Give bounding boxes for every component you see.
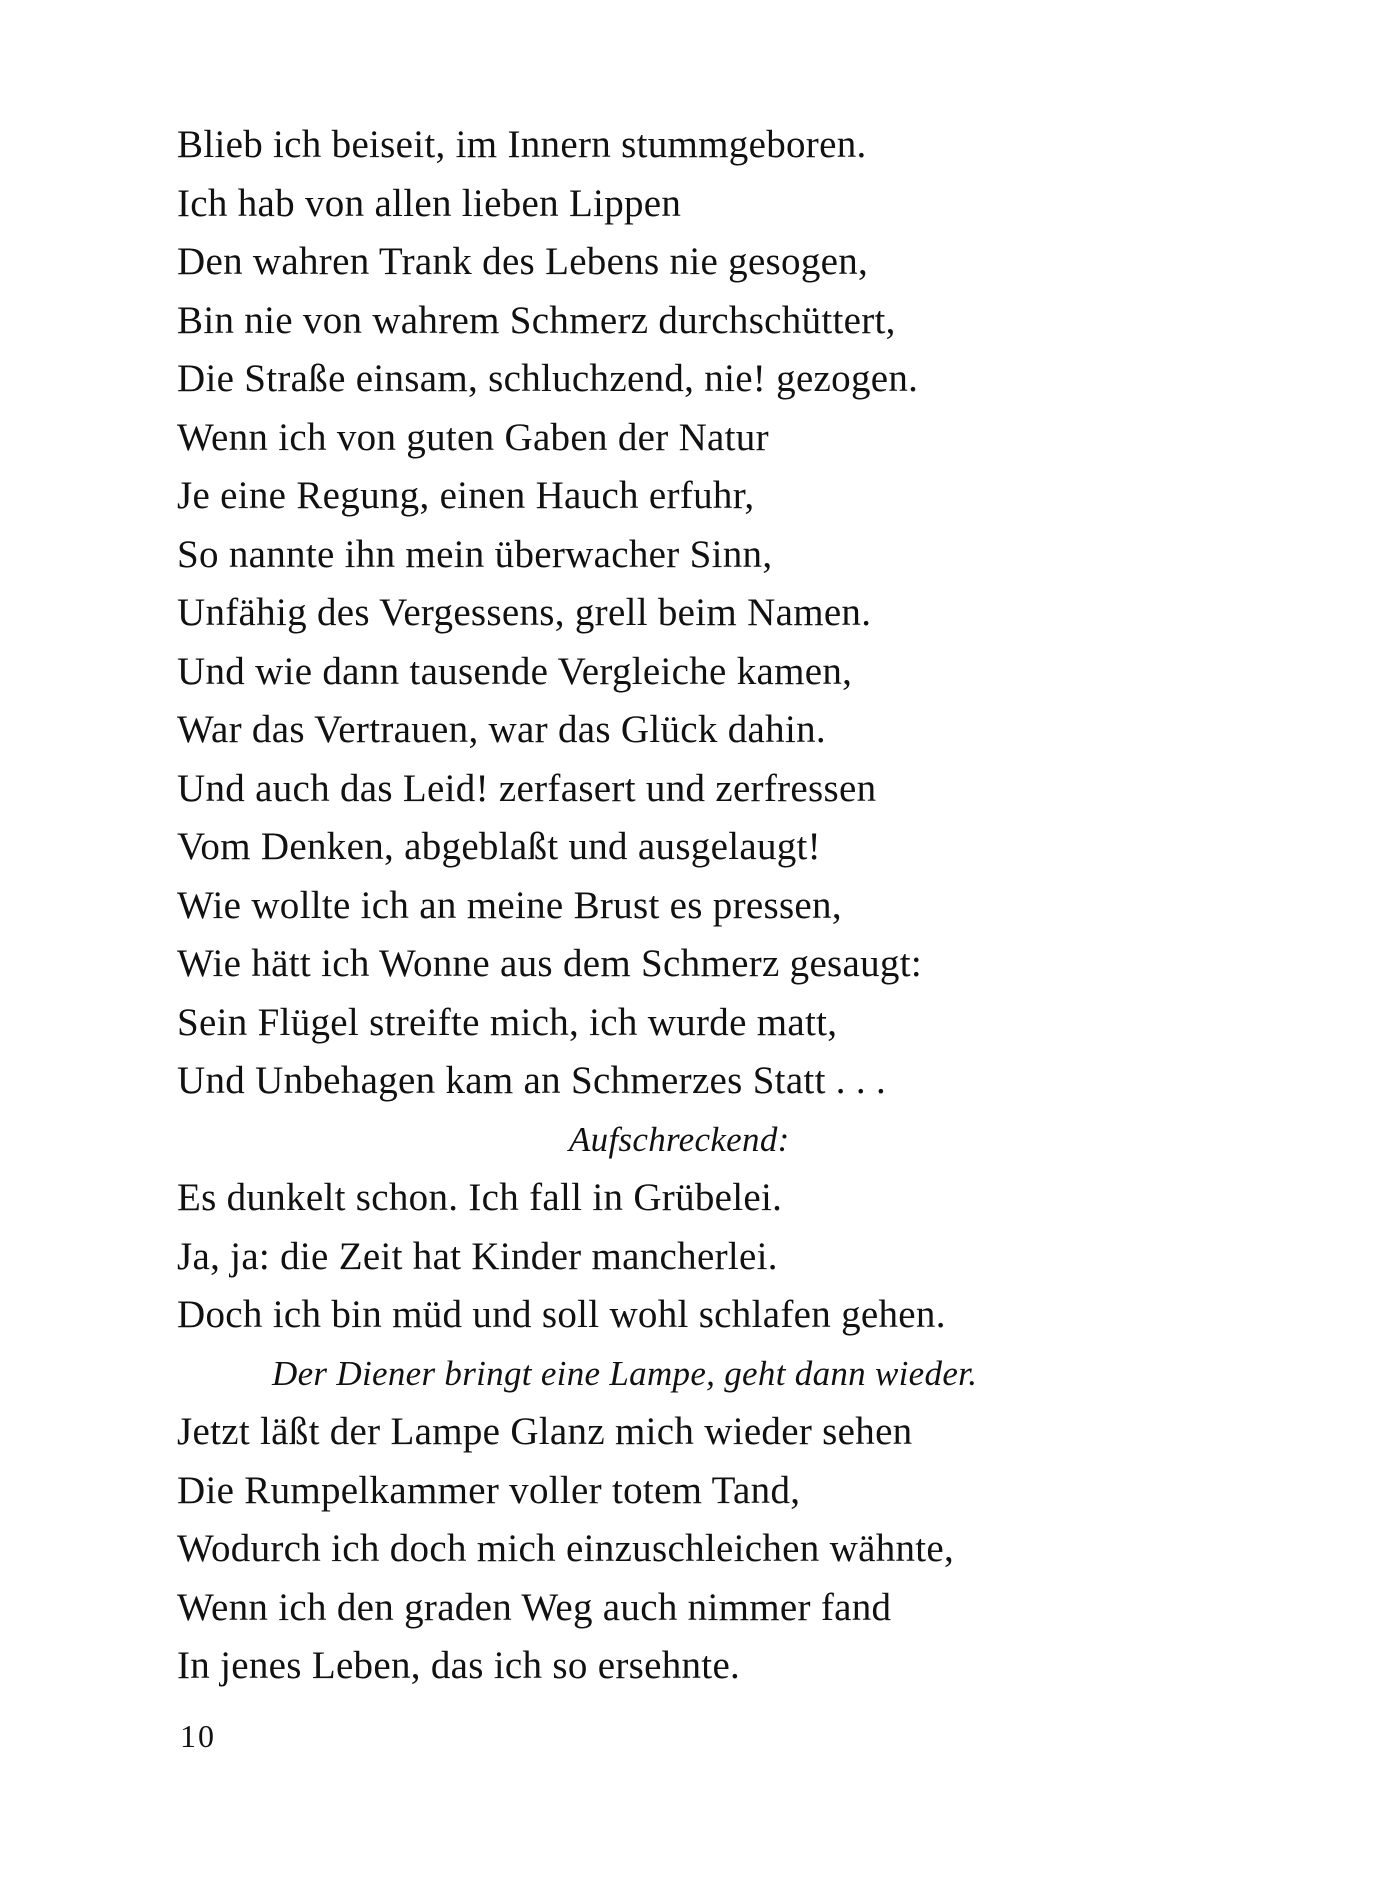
verse-line: Unfähig des Vergessens, grell beim Namen. [177,591,872,634]
verse-line: Wodurch ich doch mich einzuschleichen wähnte, [177,1527,955,1570]
verse-line: Jetzt läßt der Lampe Glanz mich wieder sehen [177,1410,913,1453]
verse-line: Doch ich bin müd und soll wohl schlafen gehen. [177,1293,946,1336]
verse-line: Und auch das Leid! zerfasert und zerfressen [177,766,877,810]
verse-line: Ja, ja: die Zeit hat Kinder mancherlei. [177,1234,778,1278]
verse-line: Und wie dann tausende Vergleiche kamen, [177,649,853,693]
verse-line: Und Unbehagen kam an Schmerzes Statt . . . [177,1059,887,1102]
verse-line: Es dunkelt schon. Ich fall in Grübelei. [177,1176,783,1219]
verse-line: Wie hätt ich Wonne aus dem Schmerz gesaugt: [177,942,923,985]
verse-line: Je eine Regung, einen Hauch erfuhr, [177,474,755,517]
verse-line: Vom Denken, abgeblaßt und ausgelaugt! [177,825,821,868]
verse-line: In jenes Leben, das ich so ersehnte. [177,1644,741,1687]
verse-line: Die Straße einsam, schluchzend, nie! gezogen. [177,357,919,400]
page-number: 10 [180,1718,216,1754]
verse-line: Blieb ich beiseit, im Innern stummgeboren. [177,123,867,166]
verse-line: War das Vertrauen, war das Glück dahin. [177,708,826,751]
verse-line: So nannte ihn mein überwacher Sinn, [177,532,773,576]
verse-line: Ich hab von allen lieben Lippen [177,181,682,225]
poem-text [177,116,1177,1696]
stage-direction: Aufschreckend: [569,1119,790,1159]
verse-line: Die Rumpelkammer voller totem Tand, [177,1468,801,1512]
verse-line: Den wahren Trank des Lebens nie gesogen, [177,240,869,283]
verse-line: Wie wollte ich an meine Brust es pressen, [177,883,842,927]
verse-line: Wenn ich den graden Weg auch nimmer fand [177,1585,892,1629]
verse-line: Wenn ich von guten Gaben der Natur [177,415,769,459]
verse-line: Bin nie von wahrem Schmerz durchschüttert, [177,298,896,342]
stage-direction: Der Diener bringt eine Lampe, geht dann wieder. [272,1353,978,1393]
verse-line: Sein Flügel streifte mich, ich wurde matt, [177,1000,838,1044]
